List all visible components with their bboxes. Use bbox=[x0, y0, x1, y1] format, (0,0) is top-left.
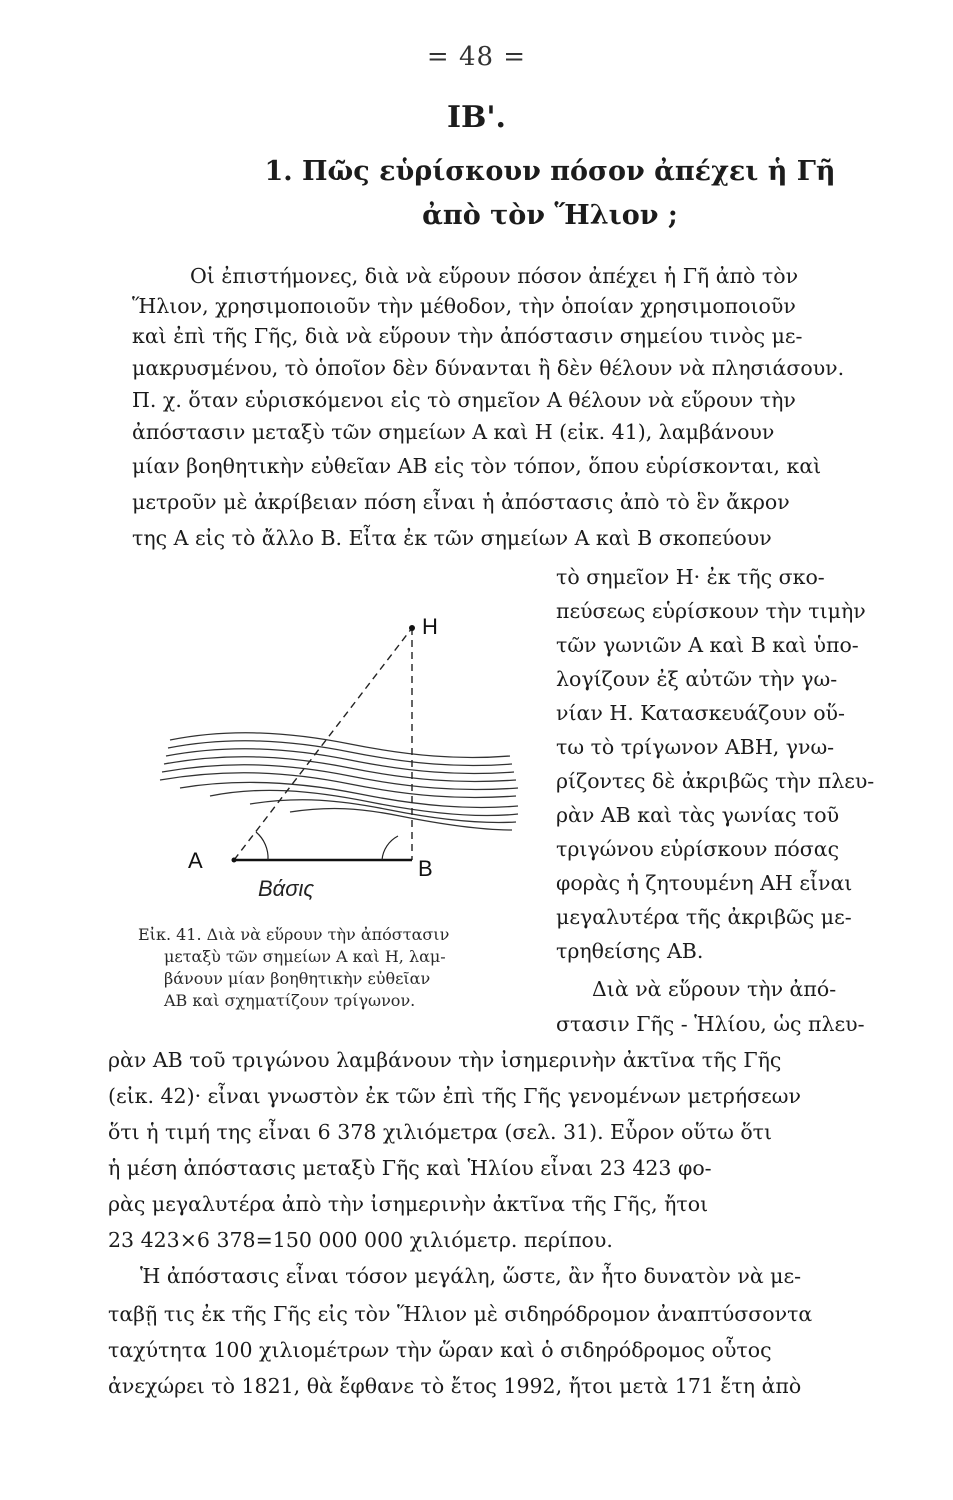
base-label: Βάσις bbox=[258, 876, 315, 901]
label-h: Η bbox=[422, 614, 438, 639]
text-line: ὅτι ἡ τιμή της εἶναι 6 378 χιλιόμετρα (σελ. 31). Εὗρον οὕτω ὅτι bbox=[108, 1120, 773, 1144]
text-line: μεγαλυτέρα τῆς ἀκριβῶς με- bbox=[556, 905, 852, 929]
text-line: τριγώνου εὑρίσκουν πόσας bbox=[556, 837, 840, 861]
text-line: ρὰς μεγαλυτέρα ἀπὸ τὴν ἰσημερινὴν ἀκτῖνα τῆς Γῆς, ἤτοι bbox=[108, 1192, 709, 1216]
text-line: ἡ μέση ἀπόστασις μεταξὺ Γῆς καὶ Ἡλίου εἶναι 23 423 φο- bbox=[108, 1156, 712, 1180]
text-line: ἀπόστασιν μεταξὺ τῶν σημείων Α καὶ Η (εἰκ. 41), λαμβάνουν bbox=[132, 420, 775, 444]
label-b: Β bbox=[418, 856, 433, 881]
caption-line: βάνουν μίαν βοηθητικὴν εὐθεῖαν bbox=[164, 969, 431, 988]
text-line: στασιν Γῆς - Ἡλίου, ὡς πλευ- bbox=[556, 1012, 865, 1036]
text-line: ἀνεχώρει τὸ 1821, θὰ ἔφθανε τὸ ἔτος 1992, ἤτοι μετὰ 171 ἔτη ἀπὸ bbox=[108, 1374, 802, 1398]
text-line: νίαν Η. Κατασκευάζουν οὕ- bbox=[556, 701, 845, 725]
heading-line-2: ἀπὸ τὸν Ἥλιον ; bbox=[422, 200, 678, 231]
text-line: ρὰν ΑΒ καὶ τὰς γωνίας τοῦ bbox=[556, 803, 840, 827]
text-line: μακρυσμένου, τὸ ὁποῖον δὲν δύνανται ἢ δὲν θέλουν νὰ πλησιάσουν. bbox=[132, 356, 845, 380]
text-line: τω τὸ τρίγωνον ΑΒΗ, γνω- bbox=[556, 735, 835, 759]
text-line: ρίζοντες δὲ ἀκριβῶς τὴν πλευ- bbox=[556, 769, 875, 793]
text-line: (εἰκ. 42)· εἶναι γνωστὸν ἐκ τῶν ἐπὶ τῆς Γῆς γενομένων μετρήσεων bbox=[108, 1084, 801, 1108]
text-line: Οἱ ἐπιστήμονες, διὰ νὰ εὕρουν πόσον ἀπέχει ἡ Γῆ ἀπὸ τὸν bbox=[190, 264, 799, 288]
text-line: ταχύτητα 100 χιλιομέτρων τὴν ὥραν καὶ ὁ σιδηρόδρομος οὗτος bbox=[108, 1338, 772, 1362]
text-line: μετροῦν μὲ ἀκρίβειαν πόση εἶναι ἡ ἀπόστασις ἀπὸ τὸ ἓν ἄκρον bbox=[132, 490, 790, 514]
label-a: Α bbox=[188, 848, 203, 873]
text-line: Διὰ νὰ εὕρουν τὴν ἀπό- bbox=[592, 977, 837, 1001]
text-line: τρηθείσης ΑΒ. bbox=[556, 939, 704, 963]
figure-41-triangle-diagram bbox=[150, 610, 530, 910]
chapter-title: IB'. bbox=[446, 100, 507, 135]
section-heading bbox=[230, 150, 870, 238]
caption-line: μεταξὺ τῶν σημείων Α καὶ Η, λαμ- bbox=[164, 947, 446, 966]
text-line: λογίζουν ἐξ αὐτῶν τὴν γω- bbox=[556, 667, 838, 691]
figure-caption bbox=[138, 924, 528, 1012]
text-line: τὸ σημεῖον Η· ἐκ τῆς σκο- bbox=[556, 565, 825, 589]
text-line: Π. χ. ὅταν εὑρισκόμενοι εἰς τὸ σημεῖον Α θέλουν νὰ εὕρουν τὴν bbox=[132, 388, 796, 412]
text-line: μίαν βοηθητικὴν εὐθεῖαν ΑΒ εἰς τὸν τόπον, ὅπου εὑρίσκονται, καὶ bbox=[132, 454, 822, 478]
heading-line-1: 1. Πῶς εὑρίσκουν πόσον ἀπέχει ἡ Γῆ bbox=[264, 156, 836, 187]
caption-line: Εἰκ. 41. Διὰ νὰ εὕρουν τὴν ἀπόστασιν bbox=[138, 925, 450, 944]
text-line: καὶ ἐπὶ τῆς Γῆς, διὰ νὰ εὕρουν τὴν ἀπόστασιν σημείου τινὸς με- bbox=[132, 324, 803, 348]
page-number: = 48 = bbox=[426, 42, 527, 72]
text-line: πεύσεως εὑρίσκουν τὴν τιμὴν bbox=[556, 599, 866, 623]
text-line: 23 423×6 378=150 000 000 χιλιόμετρ. περίπου. bbox=[108, 1228, 613, 1252]
river-lines bbox=[160, 733, 518, 830]
text-line: ταβῇ τις ἐκ τῆς Γῆς εἰς τὸν Ἥλιον μὲ σιδηρόδρομον ἀναπτύσσοντα bbox=[108, 1302, 813, 1326]
text-line: Ἡ ἀπόστασις εἶναι τόσον μεγάλη, ὥστε, ἂν ἦτο δυνατὸν νὰ με- bbox=[140, 1264, 802, 1288]
text-line: Ἥλιον, χρησιμοποιοῦν τὴν μέθοδον, τὴν ὁποίαν χρησιμοποιοῦν bbox=[132, 294, 796, 318]
text-line: ρὰν ΑΒ τοῦ τριγώνου λαμβάνουν τὴν ἰσημερινὴν ἀκτῖνα τῆς Γῆς bbox=[108, 1048, 782, 1072]
text-line: φορὰς ἡ ζητουμένη ΑΗ εἶναι bbox=[556, 871, 853, 895]
text-line: της Α εἰς τὸ ἄλλο Β. Εἶτα ἐκ τῶν σημείων Α καὶ Β σκοπεύουν bbox=[132, 526, 772, 550]
caption-line: ΑΒ καὶ σχηματίζουν τρίγωνον. bbox=[164, 991, 416, 1010]
text-line: τῶν γωνιῶν Α καὶ Β καὶ ὑπο- bbox=[556, 633, 859, 657]
